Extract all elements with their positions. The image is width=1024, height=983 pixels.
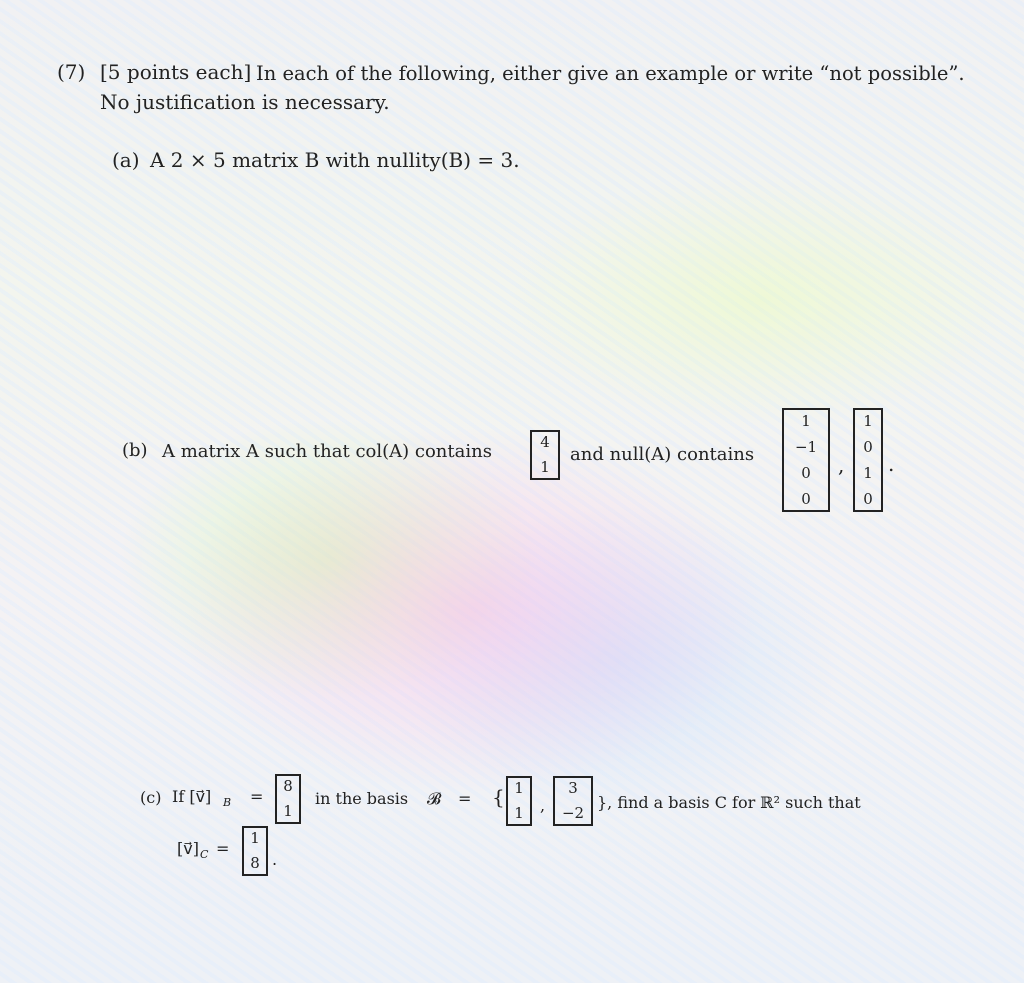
part-b-period: . (888, 452, 895, 476)
part-b-text-middle: and null(A) contains (570, 444, 755, 465)
null-vector-2-entry: 1 (863, 411, 873, 430)
part-c-vc-text: [v⃗] (177, 839, 199, 858)
problem-note: No justification is necessary. (100, 90, 390, 114)
null-vector-comma: , (838, 453, 845, 477)
col-vector-entry: 4 (540, 433, 550, 451)
part-c-label: (c) (140, 788, 162, 807)
part-c-close-text: }, find a basis C for ℝ² such that (597, 793, 861, 812)
part-c-basis-name: 𝓑 (427, 789, 442, 808)
basis-vector-1-entry: 1 (514, 804, 524, 822)
part-c-equals: = (250, 787, 264, 806)
part-c-if-text: If [v⃗] (172, 787, 212, 806)
vc-vector (242, 826, 268, 876)
part-c-period: . (272, 850, 278, 869)
part-c-equals2: = (458, 789, 472, 808)
null-vector-1 (782, 408, 830, 512)
basis-vector-1-entry: 1 (514, 779, 524, 797)
part-c-open-brace: { (492, 785, 505, 809)
part-c-equals3: = (216, 839, 230, 858)
basis-vector-2-entry: 3 (568, 779, 578, 797)
problem-number: (7) (57, 60, 86, 84)
null-vector-2-entry: 0 (863, 437, 873, 456)
null-vector-1-entry: 1 (801, 411, 811, 430)
null-vector-2-entry: 1 (863, 463, 873, 482)
part-a-label: (a) (112, 148, 140, 172)
basis-vector-2-entry: −2 (561, 804, 585, 822)
vc-vector-entry: 8 (250, 854, 260, 872)
null-vector-2 (853, 408, 883, 512)
part-c-sub-b: B (223, 796, 232, 809)
col-vector (530, 430, 560, 480)
vb-vector (275, 774, 301, 824)
null-vector-1-entry: 0 (801, 489, 811, 508)
part-a-text: A 2 × 5 matrix B with nullity(B) = 3. (150, 148, 520, 172)
part-c-sub-c: C (200, 848, 209, 861)
part-c-in-basis: in the basis (315, 789, 409, 808)
basis-vector-2 (553, 776, 593, 826)
null-vector-1-entry: 0 (801, 463, 811, 482)
problem-points: [5 points each] (100, 60, 252, 84)
vb-vector-entry: 1 (283, 802, 293, 820)
null-vector-2-entry: 0 (863, 489, 873, 508)
part-b-label: (b) (122, 440, 148, 461)
part-b-text-before: A matrix A such that col(A) contains (162, 441, 492, 462)
vc-vector-entry: 1 (250, 829, 260, 847)
basis-vector-1 (506, 776, 532, 826)
null-vector-1-entry: −1 (794, 437, 818, 456)
problem-instruction: In each of the following, either give an example or write “not possible”. (256, 62, 965, 85)
vb-vector-entry: 8 (283, 777, 293, 795)
part-c-comma: , (540, 796, 546, 815)
col-vector-entry: 1 (540, 458, 550, 476)
